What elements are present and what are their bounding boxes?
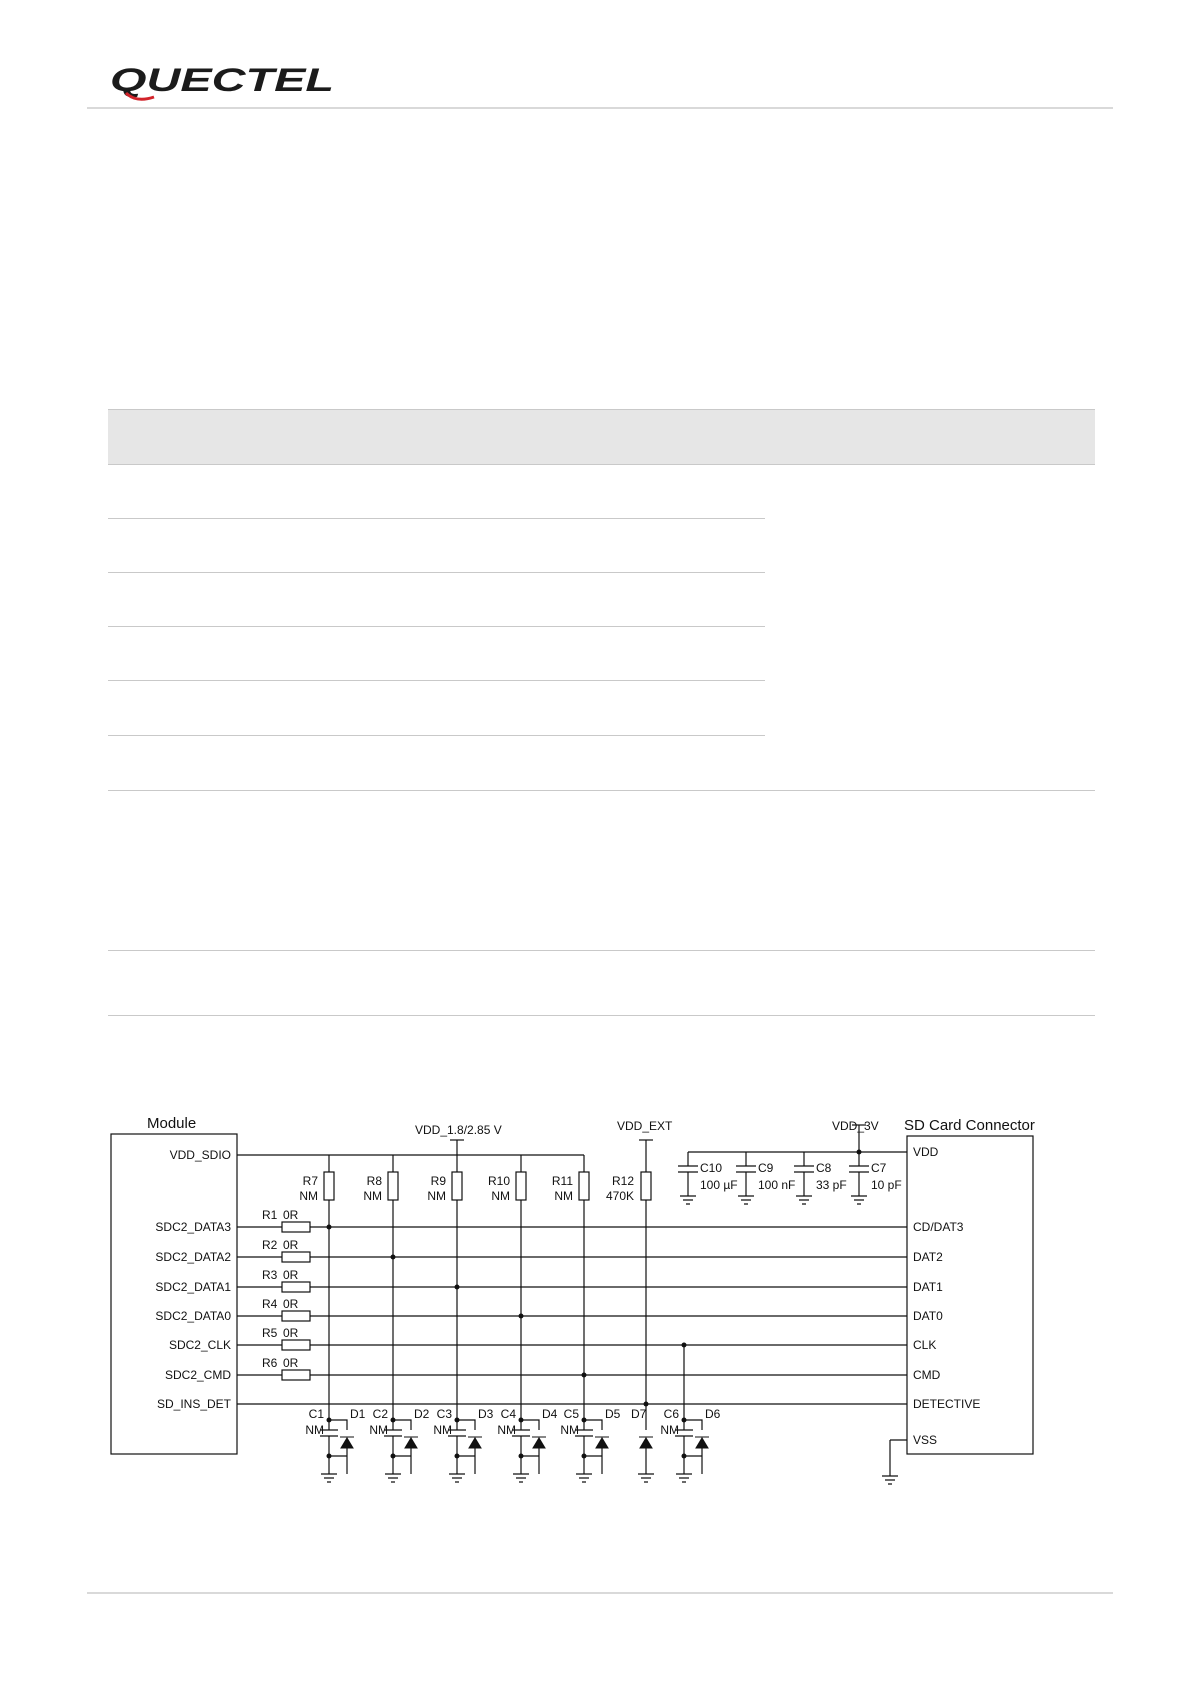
protection-cap-ref: C1 <box>308 1407 324 1421</box>
cap-val: 100 µF <box>700 1178 738 1192</box>
pullup-val: NM <box>427 1189 446 1203</box>
protection-cap-val: NM <box>305 1423 324 1437</box>
pullup-ref: R10 <box>487 1174 510 1188</box>
protection-diode-ref: D6 <box>705 1407 721 1421</box>
resistor-val: 0R <box>283 1208 299 1222</box>
cap-val: 100 nF <box>758 1178 796 1192</box>
cap-ref: C9 <box>758 1161 774 1175</box>
resistor-val: 0R <box>283 1297 299 1311</box>
protection-diode-ref: D1 <box>350 1407 366 1421</box>
protection-diode-ref: D7 <box>631 1407 647 1421</box>
header-rule <box>87 107 1113 109</box>
module-pin: SDC2_CMD <box>164 1368 231 1382</box>
footer-rule <box>87 1592 1113 1594</box>
cap-val: 10 pF <box>871 1178 902 1192</box>
pullup-val: 470K <box>605 1189 634 1203</box>
pullup-val: NM <box>491 1189 510 1203</box>
connector-pin: CD/DAT3 <box>913 1220 964 1234</box>
table-row-line <box>108 950 1095 951</box>
protection-diode-ref: D2 <box>414 1407 430 1421</box>
table-header-row <box>108 409 1095 465</box>
connector-pin: DAT0 <box>913 1309 943 1323</box>
connector-pin: CMD <box>913 1368 941 1382</box>
pullup-ref: R9 <box>430 1174 446 1188</box>
module-pin: SDC2_DATA2 <box>155 1250 231 1264</box>
sd-card-interface-schematic <box>100 1100 1100 1500</box>
pullup-ref: R8 <box>366 1174 382 1188</box>
pullup-val: NM <box>363 1189 382 1203</box>
resistor-val: 0R <box>283 1356 299 1370</box>
table-row-line <box>108 735 765 736</box>
module-pin: SDC2_DATA0 <box>155 1309 231 1323</box>
connector-pin: CLK <box>913 1338 937 1352</box>
protection-diode-ref: D3 <box>478 1407 494 1421</box>
connector-pin: DAT1 <box>913 1280 943 1294</box>
protection-cap-val: NM <box>660 1423 679 1437</box>
table-row-line <box>108 518 765 519</box>
protection-cap-val: NM <box>433 1423 452 1437</box>
protection-cap-val: NM <box>560 1423 579 1437</box>
resistor-val: 0R <box>283 1268 299 1282</box>
protection-diode-ref: D4 <box>542 1407 558 1421</box>
connector-title: SD Card Connector <box>904 1117 1035 1134</box>
protection-cap-val: NM <box>369 1423 388 1437</box>
table-row-line <box>108 626 765 627</box>
protection-cap-ref: C5 <box>563 1407 579 1421</box>
module-pin: SDC2_CLK <box>168 1338 231 1352</box>
module-pin: SD_INS_DET <box>156 1397 231 1411</box>
brand-wordmark: QUECTEL <box>110 63 334 98</box>
resistor-ref: R1 <box>262 1208 278 1222</box>
connector-pin: VSS <box>913 1433 938 1447</box>
rail-vdd-ext: VDD_EXT <box>617 1119 673 1133</box>
pullup-val: NM <box>299 1189 318 1203</box>
protection-cap-ref: C3 <box>436 1407 452 1421</box>
protection-cap-ref: C2 <box>372 1407 388 1421</box>
table-row-line <box>108 790 1095 791</box>
resistor-ref: R5 <box>262 1326 278 1340</box>
cap-ref: C8 <box>816 1161 832 1175</box>
protection-diode-ref: D5 <box>605 1407 621 1421</box>
table-row-line <box>108 572 765 573</box>
resistor-ref: R3 <box>262 1268 278 1282</box>
cap-val: 33 pF <box>816 1178 847 1192</box>
rail-vdd-3v: VDD_3V <box>832 1119 879 1133</box>
connector-pin: DETECTIVE <box>913 1397 981 1411</box>
resistor-ref: R6 <box>262 1356 278 1370</box>
protection-cap-ref: C4 <box>500 1407 516 1421</box>
connector-pin: DAT2 <box>913 1250 943 1264</box>
protection-cap-val: NM <box>497 1423 516 1437</box>
resistor-val: 0R <box>283 1326 299 1340</box>
pullup-val: NM <box>554 1189 573 1203</box>
resistor-val: 0R <box>283 1238 299 1252</box>
pullup-ref: R7 <box>302 1174 318 1188</box>
cap-ref: C7 <box>871 1161 887 1175</box>
resistor-ref: R2 <box>262 1238 278 1252</box>
cap-ref: C10 <box>700 1161 723 1175</box>
connector-pin: VDD <box>913 1145 939 1159</box>
module-title: Module <box>147 1115 197 1132</box>
pullup-ref: R12 <box>611 1174 634 1188</box>
table-row-line <box>108 1015 1095 1016</box>
protection-cap-ref: C6 <box>663 1407 679 1421</box>
rail-vdd-io: VDD_1.8/2.85 V <box>415 1123 502 1137</box>
module-pin: SDC2_DATA3 <box>155 1220 231 1234</box>
module-pin: SDC2_DATA1 <box>155 1280 231 1294</box>
module-pin: VDD_SDIO <box>169 1148 231 1162</box>
quectel-logo <box>108 63 338 103</box>
table-row-line <box>108 680 765 681</box>
resistor-ref: R4 <box>262 1297 278 1311</box>
pullup-ref: R11 <box>551 1174 573 1188</box>
